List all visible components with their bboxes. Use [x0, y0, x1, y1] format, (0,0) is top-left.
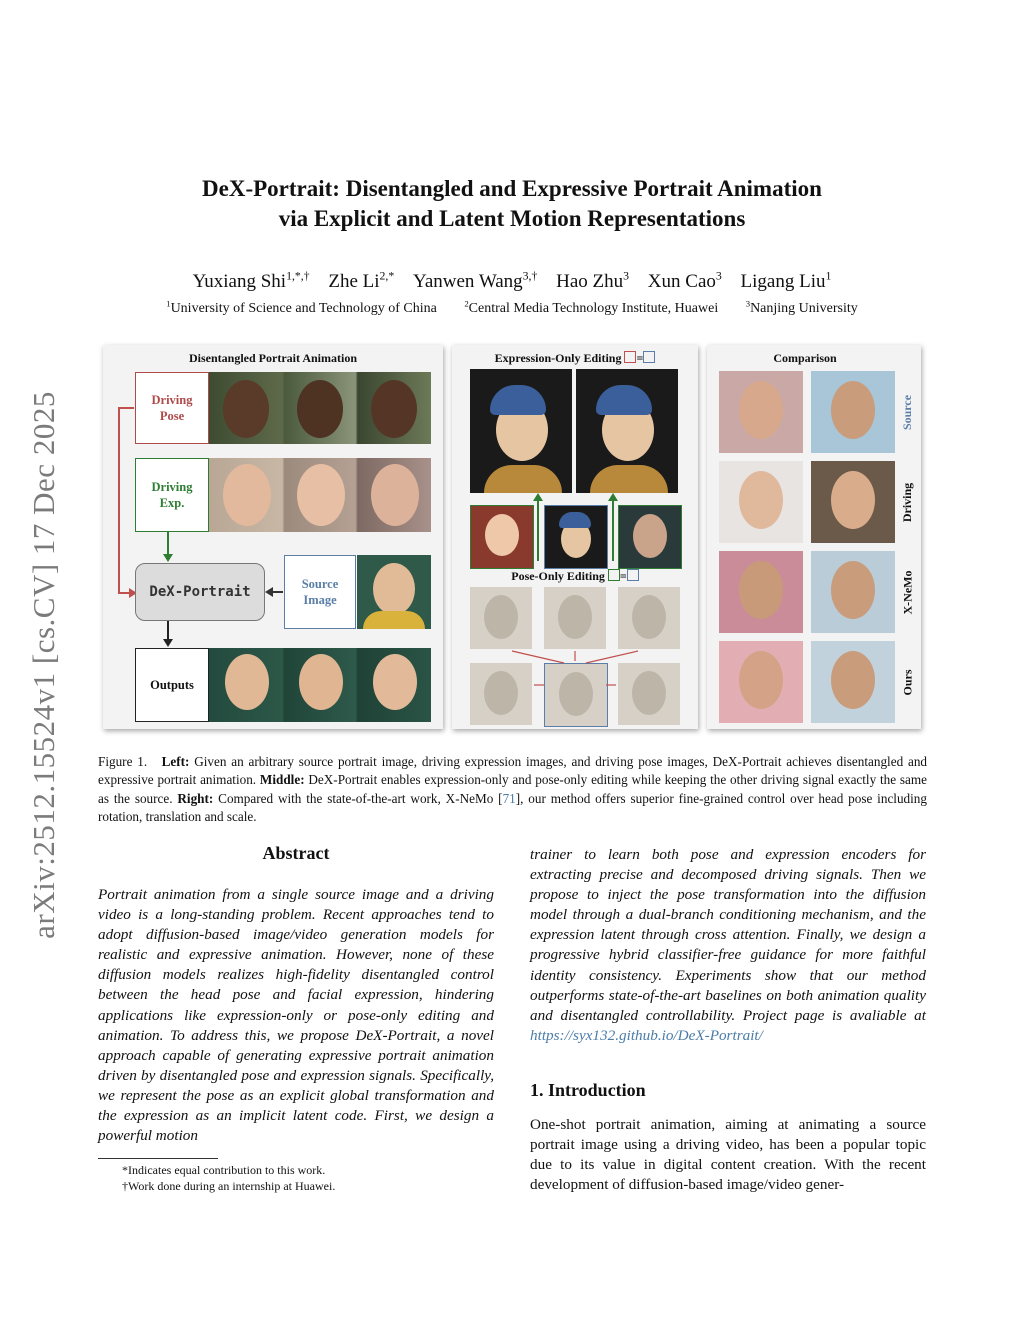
- face-image: [223, 464, 271, 526]
- pose-connector: [118, 407, 134, 409]
- footnote-rule: [98, 1158, 218, 1159]
- outputs-image: [209, 648, 431, 722]
- face-image: [831, 561, 875, 619]
- driving-exp-image: [209, 458, 431, 532]
- comparison-image: [811, 641, 895, 723]
- output-arrow: [167, 621, 169, 641]
- arrow-down-icon: [163, 639, 173, 647]
- arrow-down-icon: [163, 554, 173, 562]
- left-panel: [103, 345, 443, 729]
- face-image: [739, 561, 783, 619]
- abstract-left-text: Portrait animation from a single source image and a driving video is a long-standing problem. Recent approaches tend to adopt diffusion-based image/video generation models for realistic and expressive animation. However, none of these diffusion models realizes high-fidelity disentangled control between the head pose and facial expression, hindering applications like expression-only or pose-only editing and animation. To address this, we propose DeX-Portrait, a novel approach capable of generating expressive portrait animation driven by disentangled pose and expression signals. Specifically, we represent the pose as an explicit global transformation and the expression as an implicit latent code. First, we design a powerful motion: [98, 886, 494, 1145]
- affiliation: $^1$University of Science and Technology of China: [166, 298, 437, 316]
- pose-only-title: Pose-Only Editing =: [452, 569, 698, 584]
- row-label-ours: Ours: [900, 668, 915, 696]
- face-image: [739, 381, 783, 439]
- affiliation-list: [100, 298, 924, 317]
- arrow-left-icon: [265, 587, 273, 597]
- comparison-image: [811, 461, 895, 543]
- face-image: [297, 380, 343, 438]
- face-image: [371, 464, 419, 526]
- face-image: [223, 380, 269, 438]
- middle-panel: [452, 345, 698, 729]
- driving-pose-box: Driving Pose: [135, 372, 209, 444]
- row-label-driving: Driving: [900, 482, 915, 522]
- row-label-source: Source: [900, 394, 915, 430]
- intro-text: One-shot portrait animation, aiming at animating a source portrait image using a driving video, has been a popular topic due to its value in digital content creation. With the recent development of diffusion-based image/video gener-: [530, 1116, 926, 1194]
- paper-title: [100, 174, 924, 234]
- shirt: [363, 611, 425, 629]
- abstract-heading: Abstract: [262, 843, 330, 863]
- pose-connector: [118, 407, 120, 593]
- comparison-image: [719, 551, 803, 633]
- comparison-image: [811, 551, 895, 633]
- author-list: [100, 270, 924, 293]
- row-label-xnemo: X-NeMo: [900, 570, 915, 614]
- comparison-image: [811, 371, 895, 453]
- comparison-image: [719, 461, 803, 543]
- figure-caption: Figure 1. Left: Given an arbitrary source portrait image, driving expression images, and driving pose images, DeX-Portrait achieves disentangled and expressive portrait animation. Middle: DeX-Portrait enables expression-only and pose-only editing while keeping the other driving signal exactly the same as the source. Right: Compared with the state-of-the-art work, X-NeMo [71], our method offers superior fine-grained control over head pose including rotation, translation and scale.: [98, 754, 928, 825]
- author: Ligang Liu$^1$: [740, 270, 832, 293]
- citation-link[interactable]: 71: [502, 790, 516, 806]
- project-page-link[interactable]: https://syx132.github.io/DeX-Portrait/: [530, 1026, 763, 1044]
- middle-panel-title: Expression-Only Editing =: [452, 351, 698, 366]
- right-panel-title: Comparison: [773, 351, 837, 365]
- face-image: [371, 380, 417, 438]
- arxiv-id: arXiv:2512.15524v1 [cs.CV] 17 Dec 2025: [26, 391, 61, 939]
- arxiv-sidebar: [14, 365, 74, 965]
- driving-exp-box: Driving Exp.: [135, 458, 209, 532]
- face-image: [831, 471, 875, 529]
- source-image: [357, 555, 431, 629]
- affiliation: $^2$Central Media Technology Institute, Huawei: [464, 298, 719, 316]
- author: Yuxiang Shi$^{1,*,\dagger}$: [192, 270, 310, 293]
- right-panel: [707, 345, 921, 729]
- face-image: [297, 464, 345, 526]
- abstract-right-text: trainer to learn both pose and expression encoders for extracting precise and decomposed driving signals. Then we propose to inject the pose transformation into the diffusion model through a dual-branch conditioning mechanism, and the expression latent through cross attention. Finally, we design a progressive hybrid classifier-free guidance for more faithful identity consistency. Experiments show that our method outperforms state-of-the-art baselines on both animation quality and disentangled controllability. Project page is avaliable at https://syx132.github.io/DeX-Portrait/: [530, 846, 926, 1044]
- author: Zhe $Li^{2,*}$: [328, 270, 395, 293]
- title-line-2: via Explicit and Latent Motion Representations: [278, 206, 746, 231]
- model-box: DeX-Portrait: [135, 563, 265, 621]
- author: Xun Cao$^3$: [647, 270, 722, 293]
- face-image: [373, 563, 415, 615]
- title-line-1: DeX-Portrait: Disentangled and Expressive Portrait Animation: [202, 176, 822, 201]
- exp-arrow: [167, 532, 169, 556]
- source-image-box: Source Image: [284, 555, 356, 629]
- face-image: [225, 654, 269, 710]
- face-image: [831, 381, 875, 439]
- author: Yanwen Wang$^{3,\dagger}$: [413, 270, 538, 293]
- footnote-equal: *Indicates equal contribution to this work.: [122, 1163, 326, 1177]
- face-image: [739, 651, 783, 709]
- author: Hao Zhu$^3$: [556, 270, 630, 293]
- affiliation: $^3$Nanjing University: [745, 298, 858, 316]
- outputs-box: Outputs: [135, 648, 209, 722]
- intro-heading: 1. Introduction: [530, 1080, 646, 1100]
- footnote-intern: †Work done during an internship at Huawei.: [122, 1179, 336, 1193]
- face-image: [739, 471, 783, 529]
- face-image: [831, 651, 875, 709]
- left-panel-title: Disentangled Portrait Animation: [189, 351, 357, 365]
- comparison-image: [719, 641, 803, 723]
- pose-arrows: [452, 345, 698, 729]
- comparison-image: [719, 371, 803, 453]
- face-image: [373, 654, 417, 710]
- face-image: [299, 654, 343, 710]
- driving-pose-image: [209, 372, 431, 444]
